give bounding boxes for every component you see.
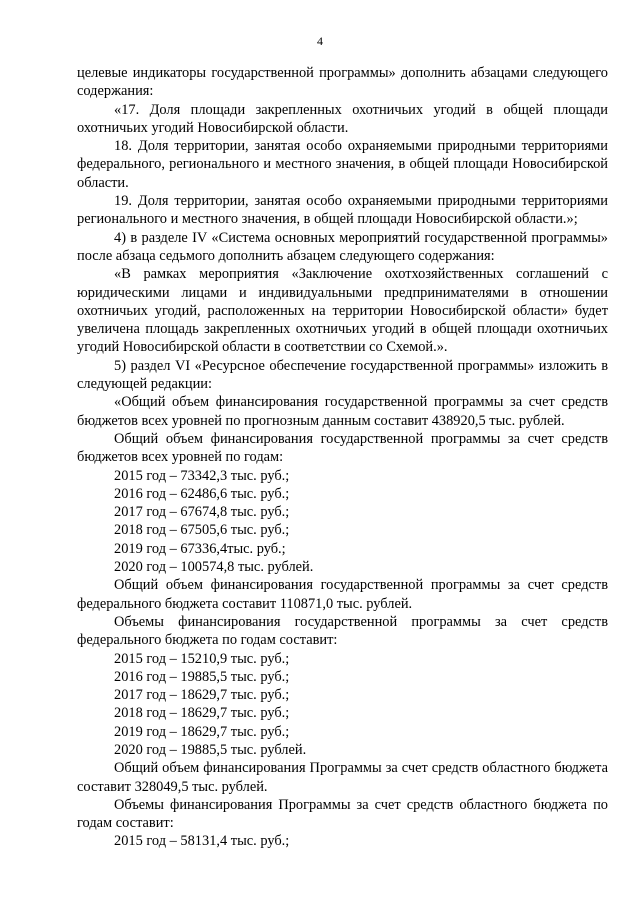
paragraph: 5) раздел VI «Ресурсное обеспечение государственной программы» изложить в следующей редакции:: [77, 357, 608, 393]
funding-year-line: 2016 год – 62486,6 тыс. руб.;: [114, 485, 290, 502]
funding-year-line: 2020 год – 100574,8 тыс. рублей.: [114, 559, 314, 576]
federal-intro-paragraph: Объемы финансирования государственной программы за счет средств федерального бюджета по годам составит:: [77, 613, 608, 649]
federal-year-line: 2019 год – 18629,7 тыс. руб.;: [114, 723, 290, 740]
funding-year-line: 2015 год – 73342,3 тыс. руб.;: [114, 467, 290, 484]
regional-year-line: 2015 год – 58131,4 тыс. руб.;: [114, 833, 290, 850]
paragraph: 18. Доля территории, занятая особо охраняемыми природными территориями федерального, регионального и местного значения, в общей площади Новосибирской области.: [77, 138, 608, 191]
paragraph: целевые индикаторы государственной программы» дополнить абзацами следующего содержания:: [77, 65, 608, 100]
funding-year-line: 2017 год – 67674,8 тыс. руб.;: [114, 504, 290, 521]
regional-total-paragraph: Общий объем финансирования Программы за счет средств областного бюджета составит 328049,5 тыс. рублей.: [77, 760, 608, 795]
paragraph: 4) в разделе IV «Система основных мероприятий государственной программы» после абзаца седьмого дополнить абзацем следующего содержания:: [77, 229, 608, 264]
federal-year-line: 2018 год – 18629,7 тыс. руб.;: [114, 705, 290, 722]
federal-total-paragraph: Общий объем финансирования государственной программы за счет средств федерального бюджета составит 110871,0 тыс. рублей.: [77, 577, 608, 612]
paragraph: «17. Доля площади закрепленных охотничьих угодий в общей площади охотничьих угодий Новосибирской области.: [77, 101, 608, 136]
federal-year-line: 2015 год – 15210,9 тыс. руб.;: [114, 650, 290, 667]
document-body: [77, 64, 608, 851]
federal-year-line: 2017 год – 18629,7 тыс. руб.;: [114, 687, 290, 704]
regional-intro-paragraph: Объемы финансирования Программы за счет средств областного бюджета по годам составит:: [77, 796, 608, 832]
funding-year-line: 2019 год – 67336,4тыс. руб.;: [114, 540, 286, 557]
paragraph: Общий объем финансирования государственной программы за счет средств бюджетов всех уровней по годам:: [77, 430, 608, 466]
federal-year-line: 2016 год – 19885,5 тыс. руб.;: [114, 668, 290, 685]
paragraph: 19. Доля территории, занятая особо охраняемыми природными территориями регионального и местного значения, в общей площади Новосибирской области.»;: [77, 193, 608, 228]
funding-year-line: 2018 год – 67505,6 тыс. руб.;: [114, 522, 290, 539]
paragraph: «Общий объем финансирования государственной программы за счет средств бюджетов всех уровней по прогнозным данным составит 438920,5 тыс. рублей.: [77, 394, 608, 429]
page-number: 4: [317, 34, 323, 48]
paragraph: «В рамках мероприятия «Заключение охотхозяйственных соглашений с юридическими лицами и индивидуальными предпринимателями в отношении охотничьих угодий, расположенных на территории Новосибирской области» будет увеличена площадь закрепленных охотничьих угодий в общей площади охотничьих угодий Новосибирской области в соответствии со Схемой.».: [77, 266, 608, 356]
federal-year-line: 2020 год – 19885,5 тыс. рублей.: [114, 741, 307, 758]
